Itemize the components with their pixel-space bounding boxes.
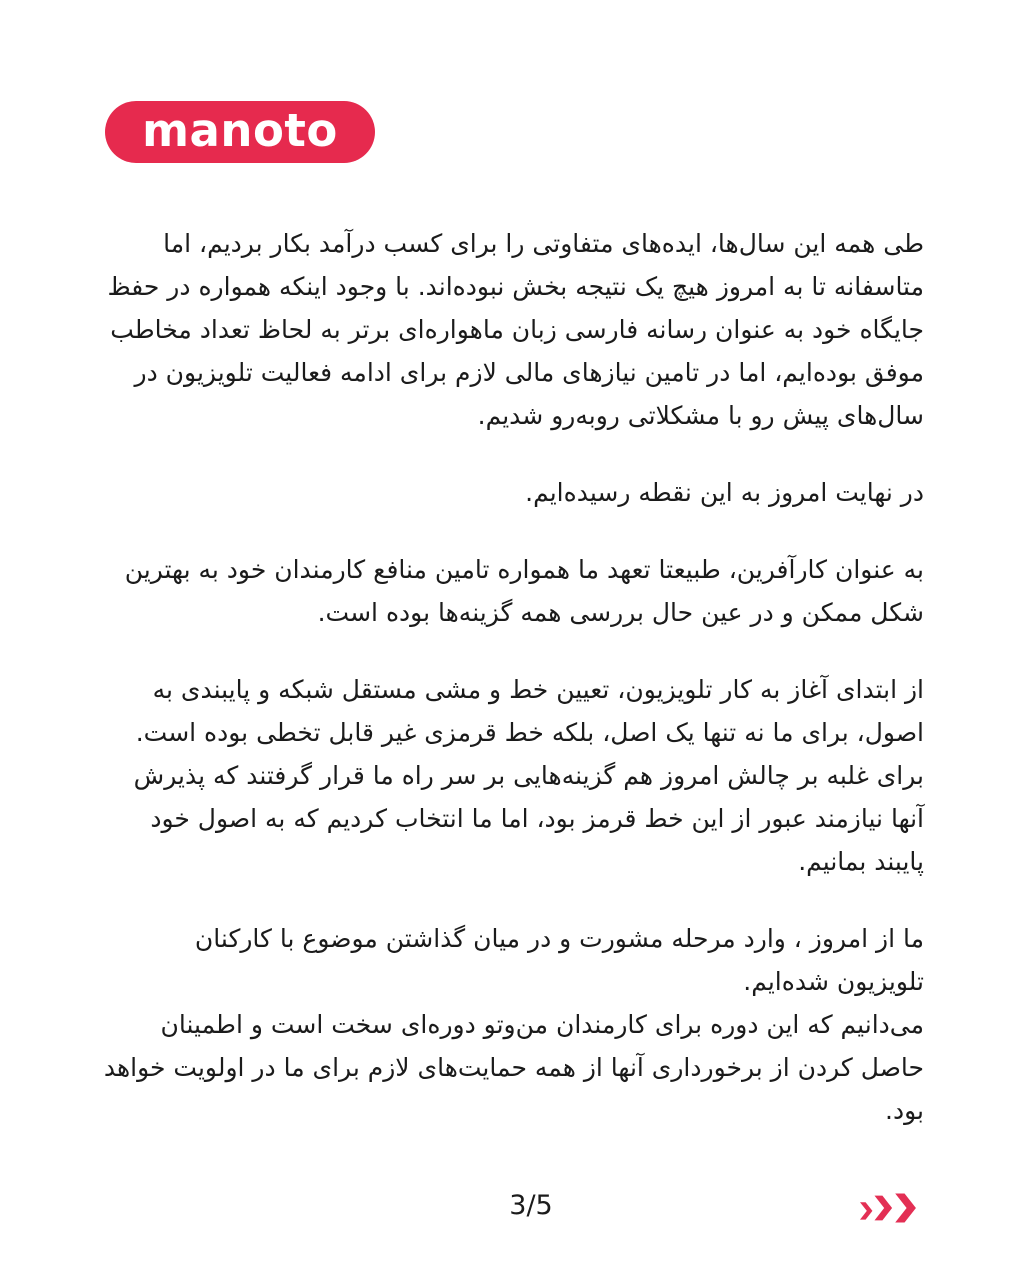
statement-paragraph-5: ما از امروز ، وارد مرحله مشورت و در میان گذاشتن موضوع با کارکنان تلویزیون شده‌ایم. bbox=[194, 924, 924, 996]
statement-paragraph-4: از ابتدای آغاز به کار تلویزیون، تعیین خط و مشی مستقل شبکه و پایبندی به اصول، برای ما نه تنها یک اصل، بلکه خط قرمزی غیر قابل تخطی بوده است. برای غلبه بر چالش امروز هم گزینه‌هایی بر سر راه ما قرار گرفتند که پذیرش آنها نیازمند عبور از این خط قرمز بود، اما ما انتخاب کردیم که به اصول خود پایبند بمانیم. bbox=[133, 675, 924, 876]
statement-paragraph-1: طی همه این سال‌ها، ایده‌های متفاوتی را برای کسب درآمد بکار بردیم، اما متاسفانه تا به امروز هیچ یک نتیجه بخش نبوده‌اند. با وجود اینکه همواره در حفظ جایگاه خود به عنوان رسانه فارسی زبان ماهواره‌ای برتر به لحاظ تعداد مخاطب موفق بوده‌ایم، اما در تامین نیازهای مالی لازم برای ادامه فعالیت تلویزیون در سال‌های پیش رو با مشکلاتی روبه‌رو شدیم. bbox=[107, 229, 924, 430]
page-number: 3/5 bbox=[509, 1190, 553, 1221]
next-page-icon[interactable] bbox=[860, 1193, 918, 1223]
manoto-logo-text: manoto bbox=[142, 103, 338, 157]
statement-paragraph-6: می‌دانیم که این دوره برای کارمندان من‌وتو دوره‌ای سخت است و اطمینان حاصل کردن از برخورداری آنها از همه حمایت‌های لازم برای ما در اولویت خواهد بود. bbox=[103, 1010, 924, 1125]
statement-paragraph-3: به عنوان کارآفرین، طبیعتا تعهد ما همواره تامین منافع کارمندان خود به بهترین شکل ممکن و در عین حال بررسی همه گزینه‌ها بوده است. bbox=[124, 555, 924, 627]
statement-body bbox=[100, 222, 924, 1166]
statement-paragraph-2: در نهایت امروز به این نقطه رسیده‌ایم. bbox=[525, 478, 924, 507]
manoto-logo bbox=[105, 101, 375, 163]
